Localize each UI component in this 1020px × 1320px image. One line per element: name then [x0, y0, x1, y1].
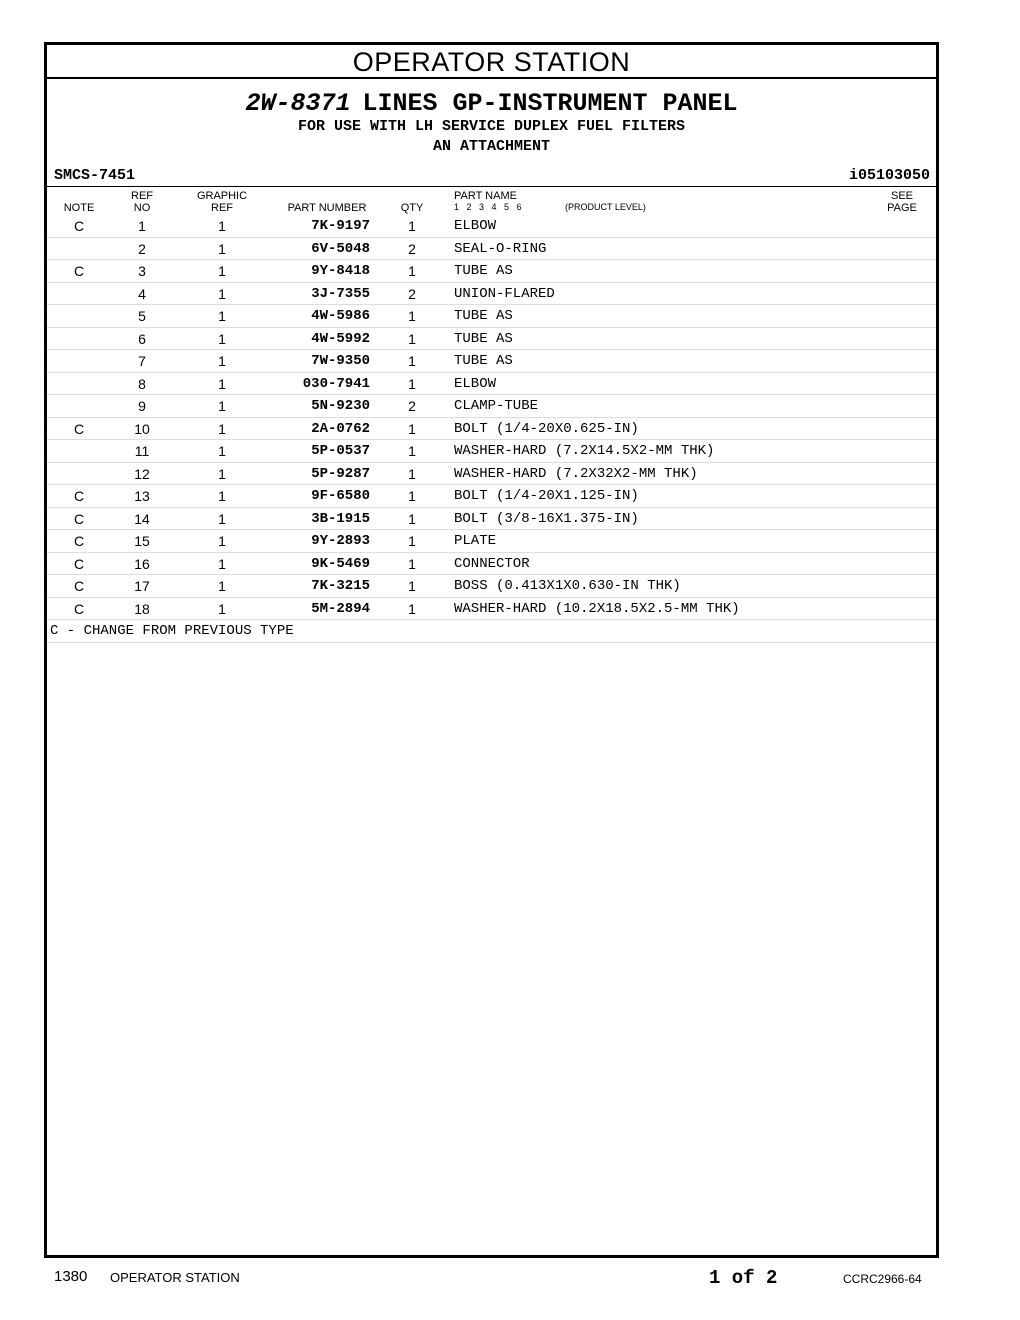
cell-qty: 1 [408, 533, 416, 549]
cell-part-number: 6V-5048 [311, 240, 370, 257]
cell-qty: 1 [408, 375, 416, 392]
cell-part-number: 030-7941 [302, 375, 370, 392]
cell-note: C [73, 600, 85, 617]
cell-note: C [73, 555, 85, 572]
footer-page-of: 1 of 2 [709, 1267, 778, 1289]
cell-graphic-ref: 1 [218, 578, 226, 594]
table-row [47, 553, 936, 576]
cell-ref-no: 8 [138, 375, 146, 392]
group-part-number: 2W-8371 [245, 89, 351, 118]
cell-part-number: 7K-9197 [311, 218, 370, 234]
col-part-name: PART NAME [454, 190, 517, 202]
table-row [47, 305, 936, 328]
cell-part-name: WASHER-HARD (7.2X32X2-MM THK) [454, 465, 698, 482]
cell-part-number: 2A-0762 [311, 420, 370, 437]
cell-ref-no: 3 [138, 263, 146, 279]
cell-graphic-ref: 1 [218, 510, 226, 527]
cell-qty: 1 [408, 263, 416, 279]
cell-graphic-ref: 1 [218, 263, 226, 279]
legend-text: C - CHANGE FROM PREVIOUS TYPE [50, 623, 294, 639]
table-row [47, 418, 936, 441]
col-ref-line2: NO [133, 202, 151, 214]
cell-note: C [73, 510, 85, 527]
table-row [47, 373, 936, 396]
cell-qty: 2 [408, 240, 416, 257]
group-subtitle-1: FOR USE WITH LH SERVICE DUPLEX FUEL FILTERS [297, 118, 686, 135]
cell-note: C [73, 218, 85, 234]
col-graphic-line1: GRAPHIC [196, 190, 248, 202]
cell-graphic-ref: 1 [218, 533, 226, 549]
cell-qty: 1 [408, 488, 416, 504]
cell-graphic-ref: 1 [218, 555, 226, 572]
cell-part-number: 3J-7355 [311, 285, 370, 302]
cell-part-number: 4W-5992 [311, 330, 370, 347]
col-levels: 1 2 3 4 5 6 [454, 202, 522, 212]
cell-graphic-ref: 1 [218, 240, 226, 257]
table-row [47, 260, 936, 283]
cell-part-name: BOLT (1/4-20X1.125-IN) [454, 488, 639, 504]
cell-qty: 1 [408, 600, 416, 617]
table-row [47, 238, 936, 261]
group-subtitle-2: AN ATTACHMENT [432, 138, 551, 155]
cell-qty: 1 [408, 578, 416, 594]
cell-graphic-ref: 1 [218, 600, 226, 617]
col-product-level: (PRODUCT LEVEL) [565, 202, 646, 212]
page-frame [44, 42, 939, 1258]
cell-part-number: 9Y-2893 [311, 533, 370, 549]
col-see-line2: PAGE [887, 202, 917, 214]
cell-part-name: PLATE [454, 533, 497, 549]
cell-ref-no: 10 [134, 420, 150, 437]
footer-code: CCRC2966-64 [843, 1272, 922, 1286]
table-row [47, 575, 936, 598]
cell-graphic-ref: 1 [218, 308, 226, 324]
cell-part-name: BOLT (3/8-16X1.375-IN) [454, 510, 639, 527]
cell-ref-no: 11 [134, 443, 150, 459]
table-row [47, 598, 936, 621]
table-row [47, 530, 936, 553]
cell-qty: 1 [408, 465, 416, 482]
cell-graphic-ref: 1 [218, 375, 226, 392]
col-ref-line1: REF [131, 190, 153, 202]
cell-ref-no: 17 [134, 578, 150, 594]
cell-graphic-ref: 1 [218, 443, 226, 459]
cell-qty: 1 [408, 308, 416, 324]
table-row [47, 283, 936, 306]
cell-part-name: BOLT (1/4-20X0.625-IN) [454, 420, 639, 437]
illustration-id: i05103050 [848, 167, 930, 184]
table-row [47, 508, 936, 531]
cell-part-name: WASHER-HARD (7.2X14.5X2-MM THK) [454, 443, 715, 459]
cell-qty: 2 [408, 398, 416, 414]
cell-part-name: TUBE AS [454, 308, 513, 324]
cell-part-name: CLAMP-TUBE [454, 398, 539, 414]
parts-table [47, 215, 936, 643]
cell-graphic-ref: 1 [218, 398, 226, 414]
cell-ref-no: 18 [134, 600, 150, 617]
cell-part-name: CONNECTOR [454, 555, 530, 572]
cell-part-name: WASHER-HARD (10.2X18.5X2.5-MM THK) [454, 600, 740, 617]
cell-qty: 1 [408, 218, 416, 234]
cell-part-number: 7K-3215 [311, 578, 370, 594]
section-title: OPERATOR STATION [47, 45, 936, 79]
table-row [47, 328, 936, 351]
cell-ref-no: 2 [138, 240, 146, 257]
cell-part-number: 9Y-8418 [311, 263, 370, 279]
cell-ref-no: 15 [134, 533, 150, 549]
cell-qty: 1 [408, 330, 416, 347]
cell-part-name: BOSS (0.413X1X0.630-IN THK) [454, 578, 681, 594]
cell-part-number: 5M-2894 [311, 600, 370, 617]
cell-qty: 1 [408, 353, 416, 369]
cell-note: C [73, 578, 85, 594]
legend-row [47, 620, 936, 643]
col-see-line1: SEE [890, 190, 913, 202]
group-name: LINES GP-INSTRUMENT PANEL [362, 89, 738, 118]
cell-ref-no: 14 [134, 510, 150, 527]
table-row [47, 395, 936, 418]
cell-note: C [73, 420, 85, 437]
cell-graphic-ref: 1 [218, 285, 226, 302]
cell-note: C [73, 533, 85, 549]
cell-qty: 1 [408, 510, 416, 527]
cell-ref-no: 1 [138, 218, 146, 234]
cell-qty: 1 [408, 555, 416, 572]
cell-part-name: ELBOW [454, 218, 497, 234]
cell-part-number: 4W-5986 [311, 308, 370, 324]
cell-part-number: 5N-9230 [311, 398, 370, 414]
cell-graphic-ref: 1 [218, 218, 226, 234]
cell-part-number: 5P-0537 [311, 443, 370, 459]
cell-ref-no: 13 [134, 488, 150, 504]
cell-graphic-ref: 1 [218, 465, 226, 482]
cell-qty: 2 [408, 285, 416, 302]
table-row [47, 485, 936, 508]
col-graphic-line2: REF [211, 202, 233, 214]
cell-part-name: SEAL-O-RING [454, 240, 547, 257]
table-row [47, 440, 936, 463]
smcs-code: SMCS-7451 [54, 167, 136, 184]
col-part-number: PART NUMBER [287, 202, 367, 214]
footer-section: OPERATOR STATION [110, 1270, 240, 1285]
cell-part-number: 9K-5469 [311, 555, 370, 572]
cell-ref-no: 4 [138, 285, 146, 302]
col-note: NOTE [63, 202, 95, 214]
cell-qty: 1 [408, 443, 416, 459]
cell-graphic-ref: 1 [218, 353, 226, 369]
cell-part-number: 9F-6580 [311, 488, 370, 504]
table-row [47, 350, 936, 373]
cell-part-number: 7W-9350 [311, 353, 370, 369]
cell-qty: 1 [408, 420, 416, 437]
cell-ref-no: 12 [134, 465, 150, 482]
cell-ref-no: 7 [138, 353, 146, 369]
table-row [47, 215, 936, 238]
cell-part-number: 5P-9287 [311, 465, 370, 482]
col-qty: QTY [400, 202, 424, 214]
cell-part-name: ELBOW [454, 375, 497, 392]
footer-page-number: 1380 [54, 1268, 88, 1285]
cell-graphic-ref: 1 [218, 488, 226, 504]
cell-ref-no: 9 [138, 398, 146, 414]
cell-graphic-ref: 1 [218, 330, 226, 347]
cell-ref-no: 5 [138, 308, 146, 324]
cell-ref-no: 16 [134, 555, 150, 572]
cell-part-number: 3B-1915 [311, 510, 370, 527]
cell-part-name: TUBE AS [454, 353, 513, 369]
group-title [47, 89, 936, 118]
cell-part-name: UNION-FLARED [454, 285, 555, 302]
cell-graphic-ref: 1 [218, 420, 226, 437]
cell-part-name: TUBE AS [454, 330, 513, 347]
table-row [47, 463, 936, 486]
cell-note: C [73, 488, 85, 504]
cell-note: C [73, 263, 85, 279]
header-rule [47, 186, 936, 187]
cell-part-name: TUBE AS [454, 263, 513, 279]
cell-ref-no: 6 [138, 330, 146, 347]
